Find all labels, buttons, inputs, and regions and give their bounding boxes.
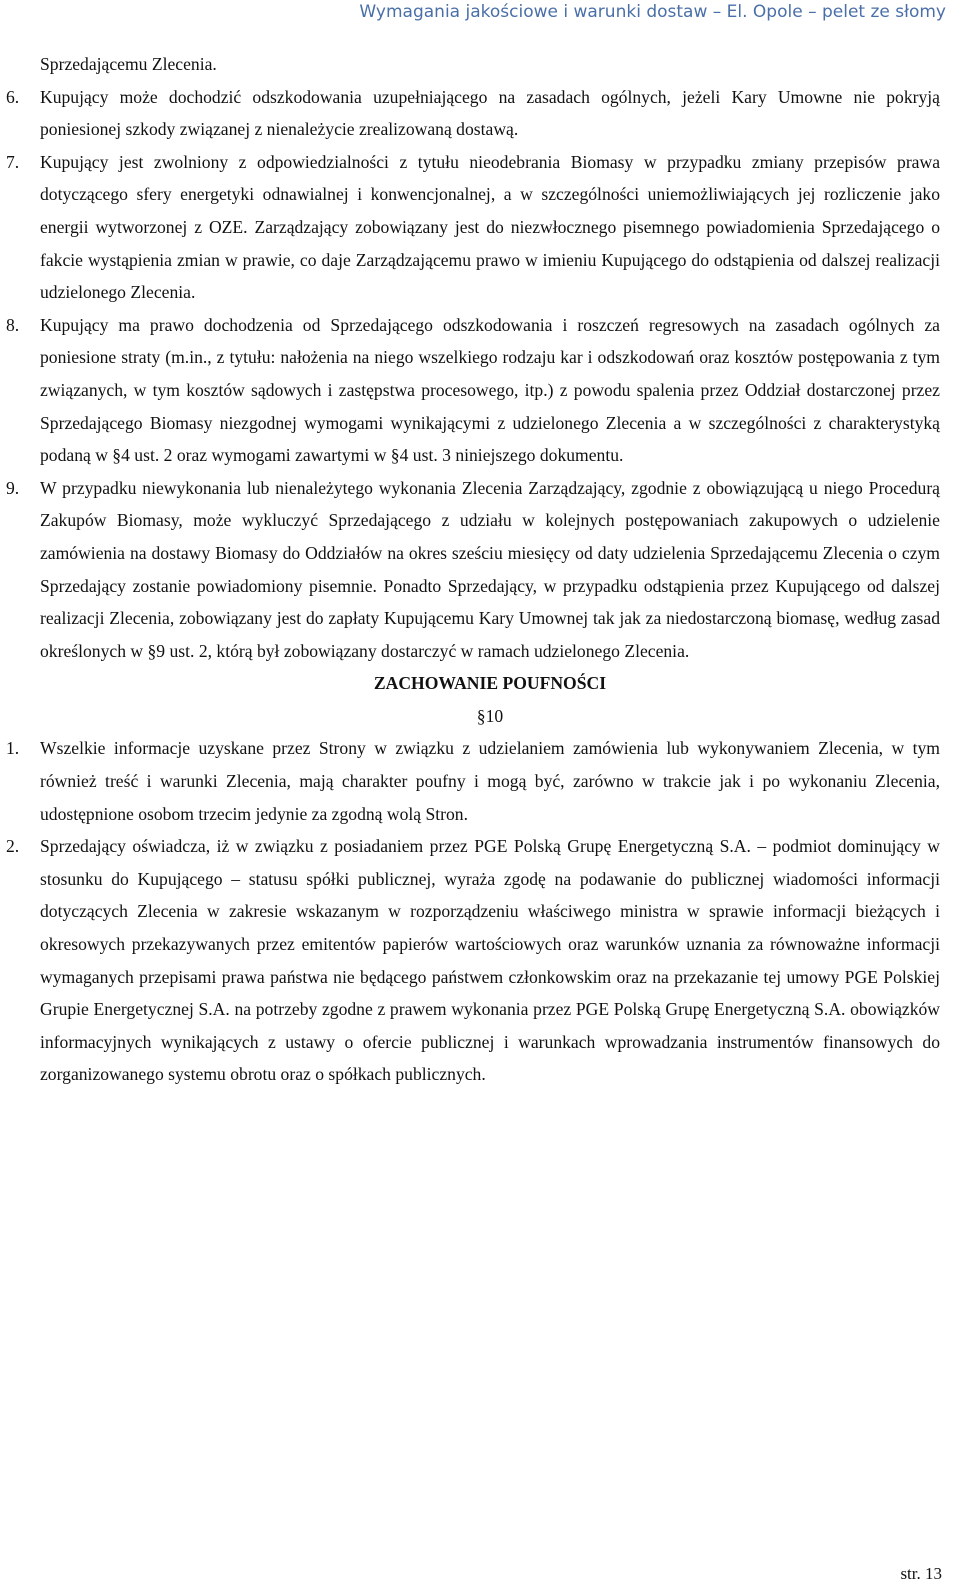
list-item (6, 81, 940, 146)
item-number: 8. (6, 314, 20, 335)
list-item (6, 472, 940, 668)
item-text: Kupujący może dochodzić odszkodowania uzupełniającego na zasadach ogólnych, jeżeli Kary Umowne nie pokryją poniesionej szkody związanej z nienależycie zrealizowaną dostawą. (40, 86, 940, 140)
item-text: Sprzedający oświadcza, iż w związku z posiadaniem przez PGE Polską Grupę Energetyczną S.A. – podmiot dominujący w stosunku do Kupującego – statusu spółki publicznej, wyraża zgodę na podawanie do publicznej wiadomości informacji dotyczących Zlecenia w zakresie wskazanym w rozporządzeniu właściwego ministra w sprawie informacji bieżących i okresowych przekazywanych przez emitentów papierów wartościowych oraz warunków uznania za równoważne informacji wymaganych przepisami prawa państwa nie będącego państwem członkowskim oraz na przekazanie tej umowy PGE Polskiej Grupie Energetycznej S.A. na potrzeby zgodne z prawem wykonania przez PGE Polską Grupę Energetyczną S.A. obowiązków informacyjnych wynikających z ustawy o ofercie publicznej i warunkach wprowadzania instrumentów finansowych do zorganizowanego systemu obrotu oraz o spółkach publicznych. (40, 836, 940, 1085)
list-item (6, 732, 940, 830)
document-body (6, 48, 940, 1091)
item-number: 2. (6, 836, 20, 857)
page-number: str. 13 (900, 1564, 942, 1583)
list-item (6, 146, 940, 309)
item-number: 9. (6, 477, 20, 498)
item-text: W przypadku niewykonania lub nienależytego wykonania Zlecenia Zarządzający, zgodnie z obowiązującą u niego Procedurą Zakupów Biomasy, może wykluczyć Sprzedającego z udziału w kolejnych postępowaniach zakupowych o udzielenie zamówienia na dostawy Biomasy do Oddziałów na okres sześciu miesięcy od daty udzielenia Sprzedającemu Zlecenia o czym Sprzedający zostanie powiadomiony pisemnie. Ponadto Sprzedający, w przypadku odstąpienia przez Kupującego od dalszej realizacji Zlecenia, zobowiązany jest do zapłaty Kupującemu Kary Umownej tak jak za niedostarczoną biomasę, według zasad określonych w §9 ust. 2, którą był zobowiązany dostarczyć w ramach udzielonego Zlecenia. (40, 477, 940, 661)
section-number: §10 (476, 705, 504, 726)
item-text: Kupujący jest zwolniony z odpowiedzialności z tytułu nieodebrania Biomasy w przypadku zmiany przepisów prawa dotyczącego sfery energetyki odnawialnej i konwencjonalnej, a w szczególności uniemożliwiających jej rozliczenie jako energii wytworzonej z OZE. Zarządzający zobowiązany jest do niezwłocznego pisemnego powiadomienia Sprzedającego o fakcie wystąpienia zmian w prawie, co daje Zarządzającemu prawo w imieniu Kupującego do odstąpienia od dalszej realizacji udzielonego Zlecenia. (40, 151, 940, 303)
section-title: ZACHOWANIE POUFNOŚCI (373, 673, 607, 694)
item-number: 1. (6, 738, 20, 759)
running-header: Wymagania jakościowe i warunki dostaw – El. Opole – pelet ze słomy (359, 2, 946, 22)
item-number: 6. (6, 86, 20, 107)
list-item (6, 830, 940, 1091)
item-number: 7. (6, 151, 20, 172)
item-text: Kupujący ma prawo dochodzenia od Sprzedającego odszkodowania i roszczeń regresowych na zasadach ogólnych za poniesione straty (m.in., z tytułu: nałożenia na niego wszelkiego rodzaju kar i odszkodowań oraz kosztów postępowania z tym związanych, w tym kosztów sądowych i zastępstwa procesowego, itp.) z powodu spalenia przez Oddział dostarczonej przez Sprzedającego Biomasy niezgodnej wymogami wynikającymi z udzielonego Zlecenia a w szczególności z charakterystyką podaną w §4 ust. 2 oraz wymogami zawartymi w §4 ust. 3 niniejszego dokumentu. (40, 314, 940, 466)
item-text: Wszelkie informacje uzyskane przez Strony w związku z udzielaniem zamówienia lub wykonywaniem Zlecenia, w tym również treść i warunki Zlecenia, mają charakter poufny i mogą być, zarówno w trakcie jak i po wykonaniu Zlecenia, udostępnione osobom trzecim jedynie za zgodną wolą Stron. (40, 738, 940, 824)
continuation-text: Sprzedającemu Zlecenia. (40, 54, 217, 74)
list-item (6, 309, 940, 472)
